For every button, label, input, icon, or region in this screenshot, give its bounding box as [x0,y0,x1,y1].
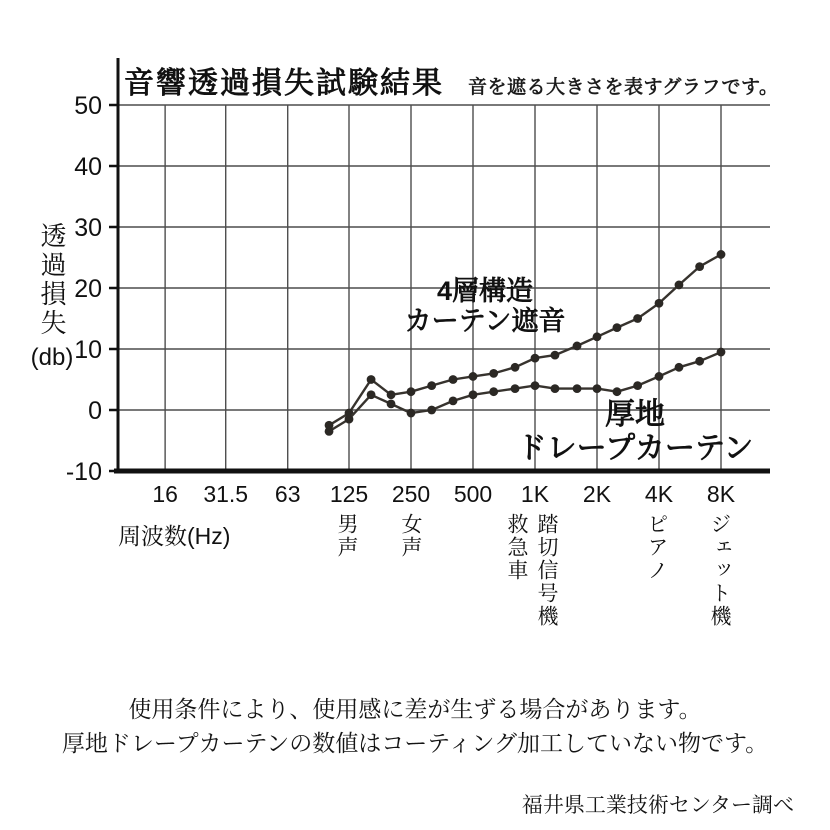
x-tick-label: 250 [391,481,431,507]
x-tick-label: 63 [274,481,301,507]
series-point-drape [593,384,602,393]
series-point-four-layer [573,342,582,351]
sound-source-label: 踏切信号機 [535,513,558,628]
usage-note-line1: 使用条件により、使用感に差が生ずる場合があります。 [128,696,702,722]
sound-source-label: ピアノ [645,513,668,582]
sound-source-label: ジェット機 [708,513,731,628]
series-point-drape [613,387,622,396]
series-point-four-layer [469,372,478,381]
series-point-drape [551,384,560,393]
y-tick-label: 20 [74,275,102,303]
series-label-drape-line2: ドレープカーテン [516,431,754,465]
series-label-drape [490,399,780,464]
series-point-drape [655,372,664,381]
sound-source-label: 女声 [399,513,422,559]
series-point-four-layer [407,387,416,396]
series-point-drape [449,396,458,405]
x-tick-label: 125 [329,481,369,507]
series-point-drape [345,415,354,424]
series-point-drape [489,387,498,396]
series-point-four-layer [387,390,396,399]
series-point-drape [717,348,726,357]
series-point-drape [387,400,396,409]
sound-source-label: 男声 [335,513,358,559]
chart-subtitle: 音を遮る大きさを表すグラフです。 [468,77,779,98]
series-point-four-layer [449,375,458,384]
series-point-drape [367,390,376,399]
series-point-drape [325,427,334,436]
sound-source-label: 救急車 [505,513,528,582]
x-tick-label: 16 [152,481,178,507]
y-axis-label-text: 透過損失 [37,222,67,338]
y-tick-label: -10 [65,458,102,486]
y-tick-label: 10 [74,336,102,364]
x-tick-label: 500 [453,481,493,507]
series-point-four-layer [695,262,704,271]
series-point-drape [531,381,540,390]
y-tick-label: 50 [74,92,102,120]
series-point-drape [695,357,704,366]
series-label-four-layer-line2: カーテン遮音 [404,306,566,337]
series-label-four-layer-line1: 4層構造 [436,276,534,306]
series-point-four-layer [531,354,540,363]
x-tick-label: 1K [520,481,550,507]
x-axis-title: 周波数(Hz) [118,523,231,549]
series-label-four-layer [360,277,610,336]
series-point-four-layer [717,250,726,259]
series-point-drape [427,406,436,415]
series-point-four-layer [655,299,664,308]
chart-title: 音響透過損失試験結果 [124,67,444,100]
x-tick-label: 8K [706,481,736,507]
y-axis-unit: (db) [30,344,74,371]
series-point-drape [511,384,520,393]
x-tick-label: 31.5 [203,481,249,507]
y-tick-label: 0 [88,397,102,425]
y-tick-label: 40 [74,153,102,181]
series-point-four-layer [367,375,376,384]
series-point-drape [573,384,582,393]
series-point-four-layer [675,281,684,290]
series-label-drape-line1: 厚地 [605,398,665,431]
series-point-drape [675,363,684,372]
series-point-four-layer [489,369,498,378]
x-tick-label: 4K [644,481,674,507]
series-point-four-layer [551,351,560,360]
series-point-four-layer [511,363,520,372]
series-point-drape [469,390,478,399]
series-point-four-layer [427,381,436,390]
usage-note-line2: 厚地ドレープカーテンの数値はコーティング加工していない物です。 [61,730,769,756]
x-tick-label: 2K [582,481,612,507]
series-point-four-layer [613,323,622,332]
series-point-four-layer [633,314,642,323]
series-point-drape [633,381,642,390]
series-point-drape [407,409,416,418]
y-tick-label: 30 [74,214,102,242]
y-axis-label [18,222,86,372]
footer-credit: 福井県工業技術センター調べ [521,794,794,817]
